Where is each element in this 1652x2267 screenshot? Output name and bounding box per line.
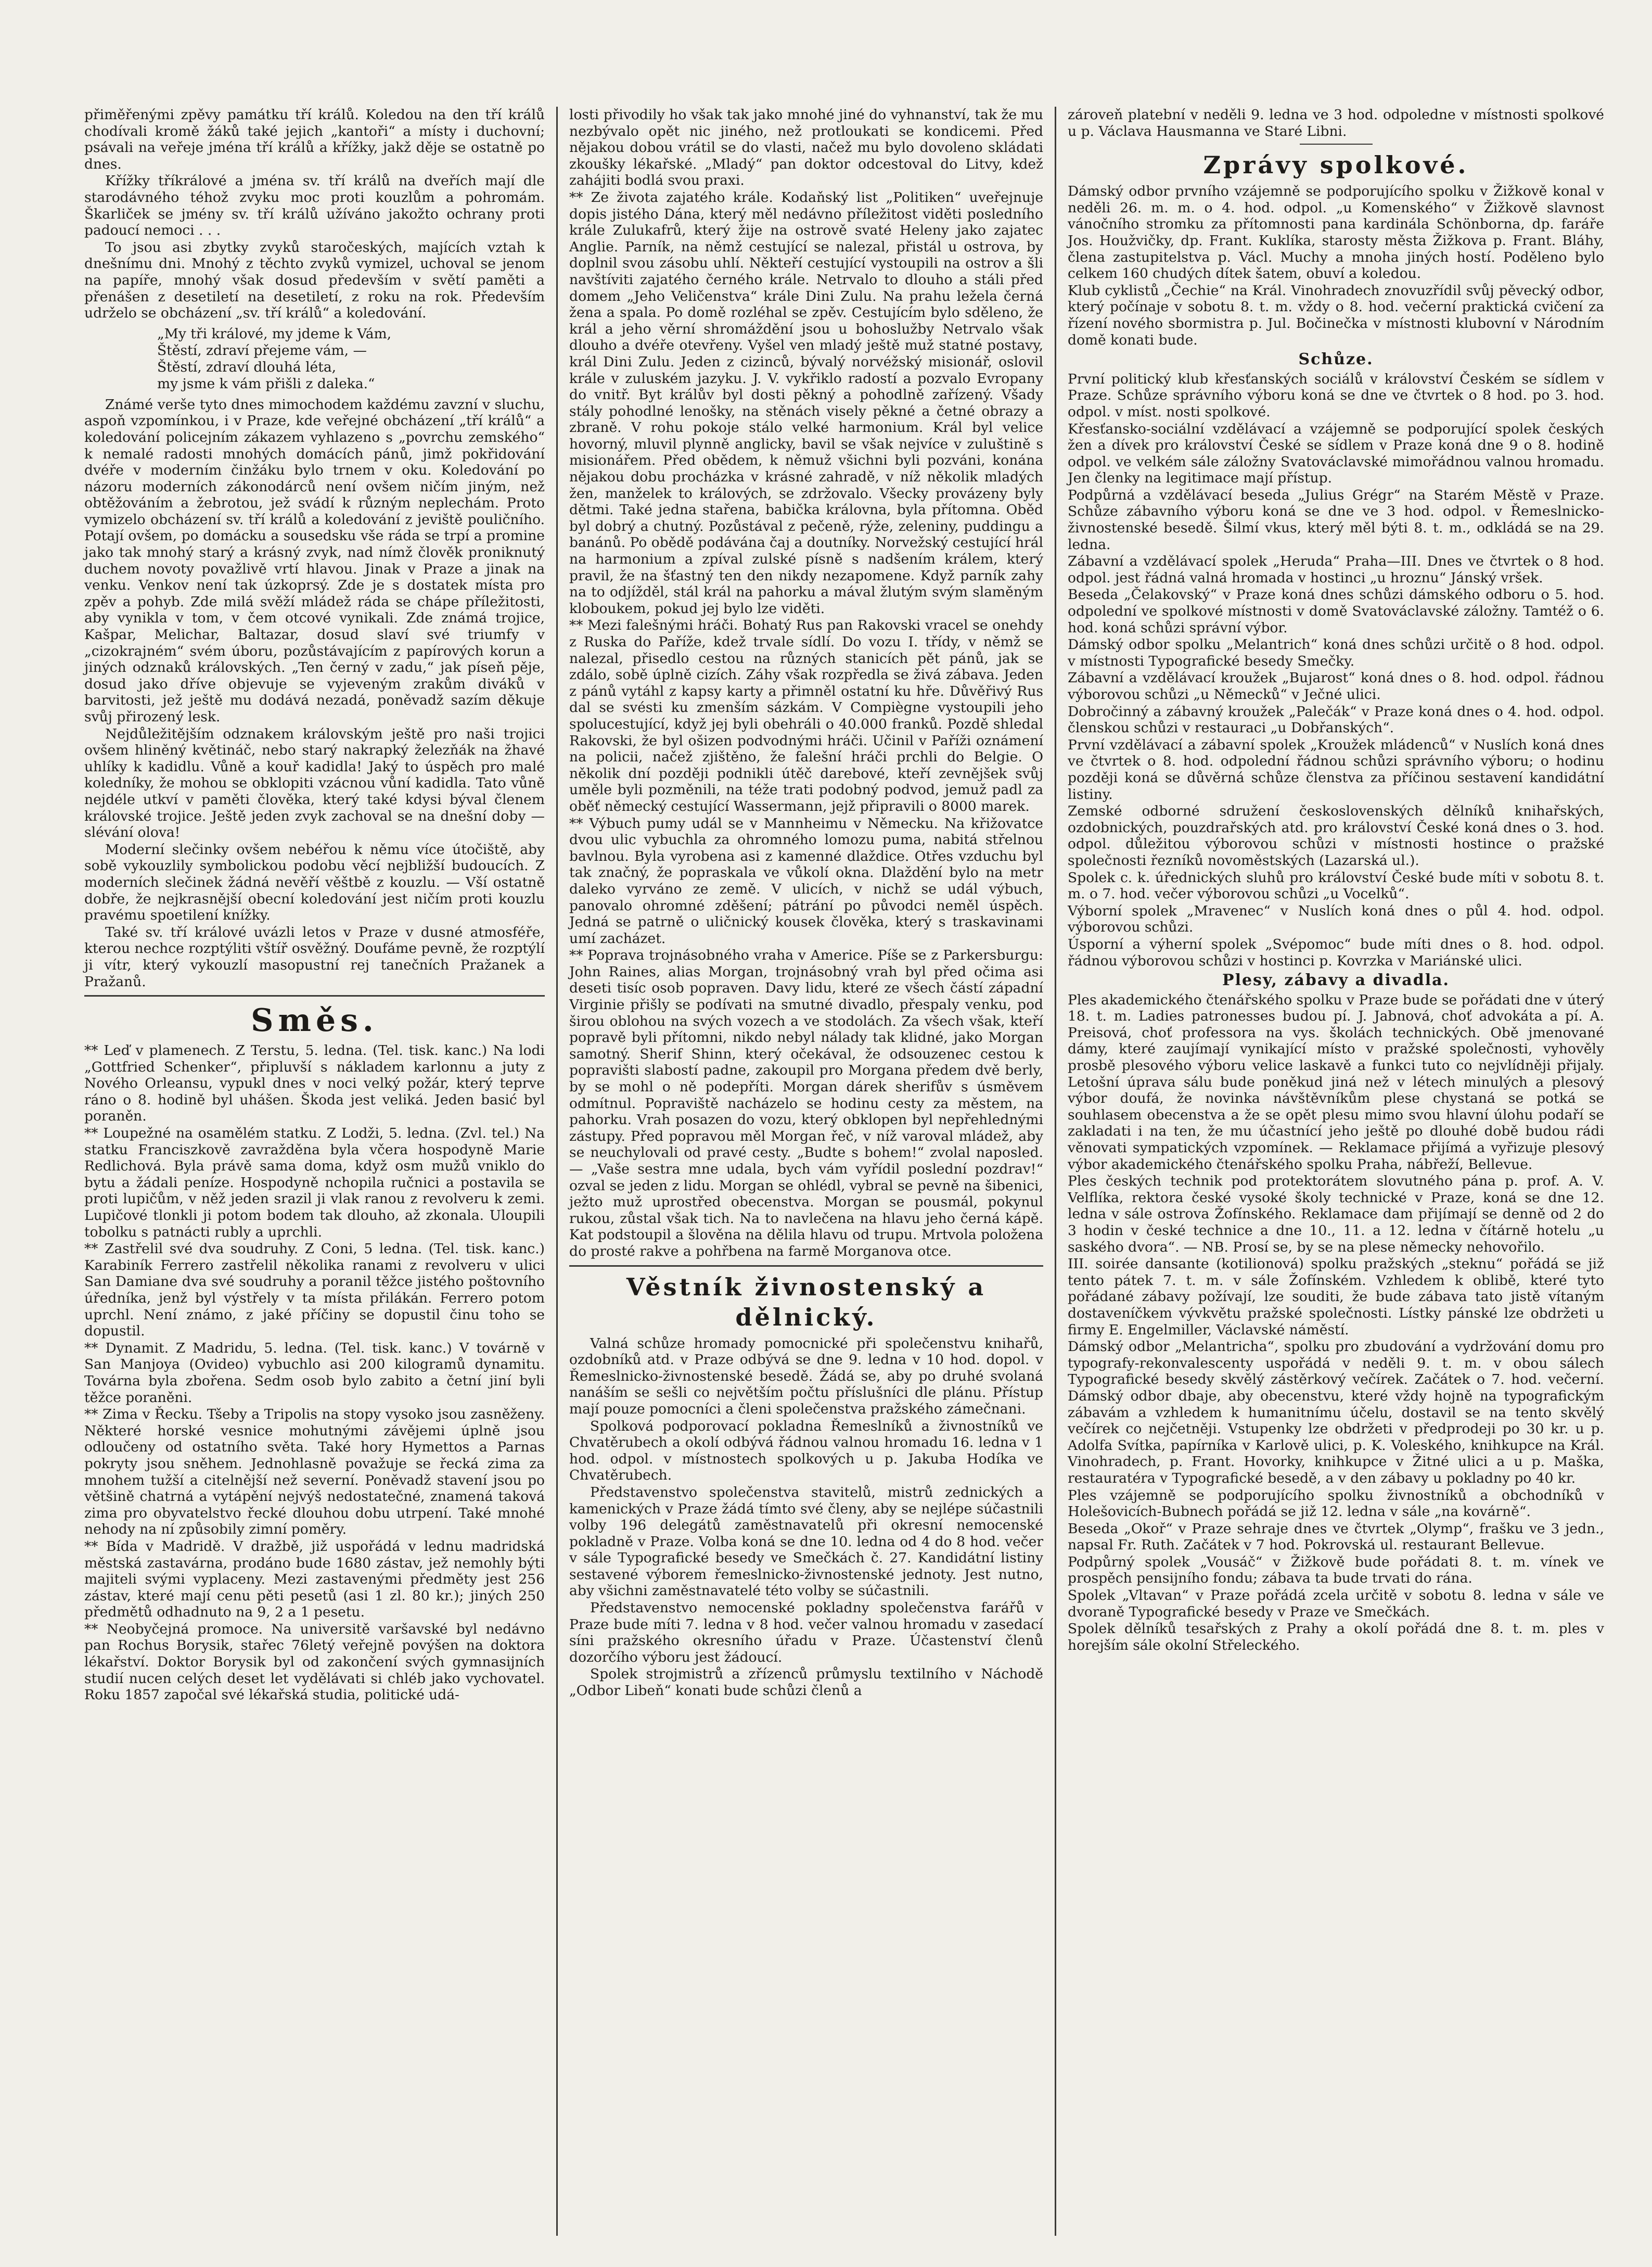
- verse-line: Štěstí, zdraví dlouhá léta,: [157, 359, 337, 375]
- article-paragraph: Známé verše tyto dnes mimochodem každému zavzní v sluchu, aspoň vzpomínkou, i v Praze, kde veřejné obcházení „tří králů“ a koledování policejním zákazem vyhlazeno s „povrchu zemského“ k nemalé radosti mnohých domácích pánů, jimž pokřidování dvéře v moderním činžáku bylo trnem v oku. Koledování po názoru moderních zákonodárců není ovšem ničím jiným, než obtěžováním a žebrotou, jež svádí k různým neplechám. Proto vymizelo obcházení sv. tří králů a koledování z jeviště pouličního. Potají ovšem, po domácku a sousedsku vše ráda se trpí a promine jako tak mnohý starý a krásný zvyk, nad nímž člověk proniknutý duchem novoty považlivě vrtí hlavou. Jinak v Praze a jinak na venku. Venkov není tak úzkoprsý. Zde je s dostatek místa pro zpěv a pohyb. Zde milá svěží mládež ráda se chápe příležitosti, aby vynikla v tom, v čem otcové vynikali. Zde známá trojice, Kašpar, Melichar, Baltazar, dosud slaví své triumfy v „cizokrajném“ svém úboru, pozůstávajícím z papírových korun a jiných odznaků královských. „Ten černý v zadu,“ jak píseň pěje, dosud jako dříve objevuje se vyjeveným zrakům diváků v barvitosti, jež ještě mu dodává nezadá, poněvadž sazím děkuje svůj přirozený lesk.: [84, 396, 545, 725]
- article-paragraph: Také sv. tří králové uvázli letos v Praze v dusné atmosféře, kterou nechce rozptýliti vštíř osvěžný. Doufáme pevně, že rozptýlí ji vítr, který vykouzlí masopustní rej tanečních Pražanek a Pražanů.: [84, 924, 545, 990]
- news-item: ** Neobyčejná promoce. Na universitě varšavské byl nedávno pan Rochus Borysik, stařec 76letý veřejně povýšen na doktora lékařství. Doktor Borysik byl od zakončení svých gymnasijních studií nucen celých deset let vydělávati si chléb jako vychovatel. Roku 1857 započal své lékařská studia, politické udá-: [84, 1621, 545, 1703]
- article-paragraph: To jsou asi zbytky zvyků staročeských, majících vztah k dnešnímu dni. Mnohý z těchto zvyků vymizel, uchoval se jenom na papíře, mnohý však dosud především v světí paměti a přenášen z desetiletí na desetiletí, z roku na rok. Především udrželo se obcházení „sv. tří králů“ a koledování.: [84, 239, 545, 322]
- section-heading-vestnik: Věstník živnostenský a dělnický.: [626, 1272, 987, 1331]
- column-layout: [73, 107, 1616, 2236]
- news-item: ** Bída v Madridě. V dražbě, již uspořádá v lednu madridská městská zastavárna, prodáno bude 1680 zástav, jež nemohly býti majiteli svými vyplaceny. Mezi zastavenými předměty jest 256 zástav, které mají cenu pěti pesetů (asi 1 zl. 80 kr.); jiných 250 předmětů odhadnuto na 9, 2 a 1 pesetu.: [84, 1538, 545, 1621]
- notice-item: Představenstvo nemocenské pokladny společenstva farářů v Praze bude míti 7. ledna v 8 hod. večer valnou hromadu v zasedací síni pražského okresního úřadu v Praze. Účastenství členů dozorčího výboru jest žádoucí.: [569, 1600, 1043, 1665]
- news-item: ** Loupežné na osamělém statku. Z Lodži, 5. ledna. (Zvl. tel.) Na statku Franciszkově zavražděna byla včera hospodyně Marie Redlichová. Byla právě sama doma, když osm mužů vniklo do bytu a žádali peníze. Hospodyně nchopila ručnici a postavila se proti lupičům, v něž jeden srazil ji vlak ranou z revolveru k zemi. Lupičové tlonkli ji potom bodem tak dlouho, až zkonala. Uloupili tobolku s patnácti rubly a uprchli.: [84, 1125, 545, 1240]
- notice-item: Spolek dělníků tesařských z Prahy a okolí pořádá dne 8. t. m. ples v horejším sále okolní Střeleckého.: [1068, 1621, 1604, 1653]
- notice-item: Dámský odbor prvního vzájemně se podporujícího spolku v Žižkově konal v neděli 26. m. m. o 4. hod. odpol. „u Komenského“ v Žižkově slavnost vánočního stromku za přítomnosti pana kardinála Schönborna, dp. faráře Jos. Houžvičky, dp. Frant. Kuklíka, starosty města Žižkova p. Frant. Bláhy, člena zastupitelstva p. Václ. Muchy a mnoha jiných hostí. Poděleno bylo celkem 160 chudých dítek šatem, obuví a koledou.: [1068, 183, 1604, 282]
- notice-item: III. soirée dansante (kotilionová) spolku pražských „steknu“ pořádá se již tento pátek 7. t. m. v sále Žofínském. Vzhledem k oblibě, které tyto pořádané zábavy požívají, lze souditi, že bude zábava tato jistě vítaným dostaveníčkem vývkvětu pražské společnosti. Lístky pánské lze obdržeti u firmy E. Engelmiller, Václavské náměstí.: [1068, 1256, 1604, 1338]
- news-item: ** Zima v Řecku. Tšeby a Tripolis na stopy vysoko jsou zasněženy. Některé horské vesnice mohutnými závějemi úplně jsou odloučeny od ostatního světa. Také hory Hymettos a Parnas pokryty jsou sněhem. Jednohlasně považuje se řecká zima za mnohem tužší a citelnější než severní. Poněvadž stavení jsou po většině chatrná a vytápění nejvýš nedostatečné, znamená taková zima pro obyvatelstvo řecké dlouhou dobu utrpení. Také mnohé nehody na ní způsobily zimní poměry.: [84, 1406, 545, 1538]
- news-item: ** Zastřelil své dva soudruhy. Z Coni, 5 ledna. (Tel. tisk. kanc.) Karabiník Ferrero zastřelil několika ranami z revolveru v ulici San Damiane dva své soudruhy a poranil těžce jistého poštovního úředníka, jenž byl výstřely v ta místa přilákán. Ferrero potom uprchl. Není známo, z jaké příčiny se dopustil činu toho se dopustil.: [84, 1241, 545, 1340]
- verse-line: my jsme k vám přišli z daleka.“: [157, 375, 375, 392]
- notice-item: Zábavní a vzdělávací kroužek „Bujarost“ koná dnes o 8. hod. odpol. řádnou výborovou schůzi „u Německů“ v Ječné ulici.: [1068, 670, 1604, 703]
- notice-item: Dobročinný a zábavný kroužek „Palečák“ v Praze koná dnes o 4. hod. odpol. členskou schůzi v restauraci „u Dobřanských“.: [1068, 703, 1604, 736]
- notice-item: Ples českých technik pod protektorátem slovutného pána p. prof. A. V. Velflíka, rektora české vysoké školy technické v Praze, koná se dne 12. ledna v sále ostrova Žofínského. Reklamace dam přijímají se denně od 2 do 3 hodin v české technice a dne 10., 11. a 12. ledna v čítárně hotelu „u saského dvora“. — NB. Prosí se, by se na plese německy nehovořilo.: [1068, 1173, 1604, 1255]
- notice-item: Valná schůze hromady pomocnické při společenstvu knihařů, ozdobníků atd. v Praze odbývá se dne 9. ledna v 10 hod. dopol. v Řemeslnicko-živnostenské besedě. Žádá se, aby po druhé svolaná nanáším se sešli co největším počtu příslušníci dle plánu. Přístup mají pouze pomocníci a členi společenstva pražského zámečnani.: [569, 1335, 1043, 1417]
- verse-line: „My tři králové, my jdeme k Vám,: [157, 325, 392, 342]
- news-item: ** Leď v plamenech. Z Terstu, 5. ledna. (Tel. tisk. kanc.) Na lodi „Gottfried Schenker“, připluvší s nákladem karlonnu a juty z Nového Orleansu, vypukl dnes v noci velký požár, který teprve ráno o 8. hodině byl uhášen. Škoda jest veliká. Jeden basić byl poraněn.: [84, 1042, 545, 1125]
- notice-item: Křesťansko-sociální vzdělávací a vzájemně se podporující spolek českých žen a dívek pro království České se sídlem v Praze koná dne 9 o 8. hodině odpol. ve velkém sále záložny Svatováclavské mimořádnou valnou hromadu. Jen členky na legitimace mají přístup.: [1068, 421, 1604, 487]
- section-divider: [569, 1265, 1043, 1267]
- notice-item: Beseda „Okoř“ v Praze sehraje dnes ve čtvrtek „Olymp“, frašku ve 3 jedn., napsal Fr. Ruth. Začátek v 7 hod. Pokrovská ul. restaurant Bellevue.: [1068, 1520, 1604, 1553]
- subheading-plesy: Plesy, zábavy a divadla.: [1222, 971, 1450, 990]
- article-paragraph: Nejdůležitějším odznakem královským ještě pro naši trojici ovšem hliněný květináč, nebo starý nakrapký železňák na žhavé uhlíky k kadidlu. Vůně a kouř kadidla! Jaký to úspěch pro malé koledníky, že mohou se obklopiti vzácnou vůní kadidla. Tato vůně nejdéle utkví v paměti člověka, který také kdysi býval členem královské trojice. Ještě jeden zvyk zachoval se na dnešní doby — slévání olova!: [84, 725, 545, 841]
- notice-item: Zábavní a vzdělávací spolek „Heruda“ Praha—III. Dnes ve čtvrtek o 8 hod. odpol. jest řádná valná hromada v hostinci „u hroznu“ Jánský vršek.: [1068, 553, 1604, 586]
- notice-item: Ples vzájemně se podporujícího spolku živnostníků a obchodníků v Holešovicích-Bubnech pořádá se již 12. ledna v sále „na kovárně“.: [1068, 1487, 1604, 1520]
- notice-item: Představenstvo společenstva stavitelů, mistrů zednických a kamenických v Praze žádá tímto své členy, aby se nejlépe súčastnili volby 196 delegátů zaměstnavatelů při okresní nemocenské pokladně v Praze. Volba koná se dne 10. ledna od 4 do 8 hod. večer v sále Typografické besedy ve Smečkách č. 27. Kandidátní listiny sestavené výborem řemeslnicko-živnostenské jednoty. Jest nutno, aby všichni zaměstnavatelé této volby se súčastnili.: [569, 1484, 1043, 1599]
- article-paragraph: přiměřenými zpěvy památku tří králů. Koledou na den tří králů chodívali kromě žáků také jejich „kantoři“ a místy i duchovní; psávali na veřeje jména tří králů a křížky, jakž děje se ostatně po dnes.: [84, 107, 545, 172]
- subheading-schuze: Schůze.: [1298, 350, 1374, 369]
- news-item: ** Výbuch pumy udál se v Mannheimu v Německu. Na křižovatce dvou ulic vybuchla za ohromného lomozu puma, nabitá střelnou bavlnou. Byla vyrobena asi z kamenné dlaždice. Otřes vzduchu byl tak značný, že popraskala ve vůkolí okna. Dlaždění bylo na metr daleko vyrváno ze země. V ulicích, v nichž se udál výbuch, panovalo ohromné zděšení; pátrání po původci neměl úspěch. Jedná se patrně o uličnický kousek člověka, který s traskavinami umí zacházet.: [569, 815, 1043, 947]
- notice-item: Ples akademického čtenářského spolku v Praze bude se pořádati dne v úterý 18. t. m. Ladies patronesses budou pí. J. Jabnová, choť advokáta a pí. A. Preisová, choť professora na vys. školách technických. Obě jmenované dámy, které zaujímají vynikající místo v pražské společnosti, vyhověly prosbě plesového výboru velice laskavě a funkci tuto co nejvlídněji přijaly. Letošní úprava sálu bude poněkud jiná než v létech minulých a plesový výbor doufá, že novinka návštěvníkům plese chystaná se potká se souhlasem obecenstva a že se opět plesu mimo svou hlavní úlohu podaří se zakladati i na ten, že mu účastnící jeho ještě po dlouhé době budou rádi věnovati sympatických vzpomínek. — Reklamace přijímá a vyřizuje plesový výbor akademického čtenářského spolku Praha, nábřeží, Bellevue.: [1068, 991, 1604, 1173]
- news-item: ** Poprava trojnásobného vraha v Americe. Píše se z Parkersburgu: John Raines, alias Morgan, trojnásobný vrah byl před očima asi deseti tisíc osob popraven. Davy lidu, které ze všech částí západní Virginie přišly se podívati na smutné divadlo, přespaly venku, pod širou oblohou na svých vozech a ve stodolách. Za všech však, kteří popravě byli přítomni, nikdo nebyl nálady tak klidné, jako Morgan samotný. Sherif Shinn, který očekával, že odsouzenec cestou k popravišti slabostí padne, zakoupil pro Morgana předem dvě berly, by se mohl o ně podepříti. Morgan dárek sherifův s úsměvem odmítnul. Popraviště nacházelo se hodinu cesty za městem, na pahorku. Vrah posazen do vozu, který obklopen byl nepřehlednými zástupy. Před popravou měl Morgan řeč, v níž varoval mládež, aby se neuchylovali od pravé cesty. „Budte s bohem!“ zvolal naposled. — „Vaše sestra mne udala, bych vám vyřídil poslední pozdrav!“ ozval se jeden z lidu. Morgan se ohlédl, vybral se pevně na šibenici, ježto muž uprostřed obecenstva. Morgan se pousmál, pokynul rukou, zůstal však tich. Na to navlečena na hlavu jeho černá kápě. Kat podstoupil a šlověna na dělila hlavu od trupu. Mrtvola položena do prosté rakve a pohřbena na farmě Morganova otce.: [569, 947, 1043, 1259]
- notice-item: zároveň platební v neděli 9. ledna ve 3 hod. odpoledne v místnosti spolkové u p. Václava Hausmanna ve Staré Libni.: [1068, 107, 1604, 139]
- article-paragraph: losti přivodily ho však tak jako mnohé jiné do vyhnanství, tak že mu nezbývalo opět nic jiného, než protloukati se kondicemi. Před nějakou dobou vrátil se do vlasti, načež mu bylo dovoleno skládati zkoušky lékařské. „Mladý“ pan doktor odcestoval do Litvy, kdež zahájiti bodlá svou praxi.: [569, 107, 1043, 189]
- news-item: ** Ze života zajatého krále. Kodaňský list „Politiken“ uveřejnuje dopis jistého Dána, který měl nedávno příležitost viděti posledního krále Zulukafrů, který žije na ostrově svaté Heleny jako zajatec Anglie. Parník, na němž cestující se nalezal, přistál u ostrova, by doplnil svou zásobu uhlí. Někteří cestující vystoupili na ostrov a šli navštíviti zajatého černého krále. Netrvalo to dlouho a stáli před domem „Jeho Veličenstva“ krále Dini Zulu. Na prahu ležela černá žena a spala. Po domě rozléhal se zpěv. Cestujícím bylo sděleno, že král a jeho věrní shromáždění jsou u bohoslužby Netrvalo však dlouho a dvéře otevřeny. Vyšel ven mladý ještě muž statné postavy, král Dini Zulu. Jeden z cizinců, bývalý norvéžský misionář, oslovil krále v zuluském jazyku. J. V. vykřiklo radostí a pozvalo Evropany do vnitř. Byt králův byl dosti pěkný a pohodlně zařízený. Všady stály pohodlné lenošky, na stěnách visely pěkné a četné obrazy a zbraně. V rohu pokoje stálo velké harmonium. Král byl velice hovorný, mluvil plynně anglicky, bavil se však nejvíce v zuluštině s misionářem. Před obědem, k němuž všichni byli pozváni, konána nějakou dobu procházka v krásné zahradě, v níž několik mladých žen, manželek to králových, se zdržovalo. Všecky provázeny byly dětmi. Také jedna stařena, babička královna, byla přítomna. Oběd byl dobrý a chutný. Pozůstával z pečeně, rýže, zeleniny, puddingu a banánů. Po obědě podávána čaj a doutníky. Norvežský cestující hrál na harmonium a zpíval zulské písně s nadšením králem, který pravil, že na šťastný ten den nikdy nezapomene. Když parník zahy na to odjížděl, stál král na pahorku a mával žlutým svým slaměným kloboukem, pokud jej bylo lze viděti.: [569, 189, 1043, 617]
- notice-item: Klub cyklistů „Čechie“ na Král. Vinohradech znovuzřídil svůj pěvecký odbor, který počínaje v sobotu 8. t. m. vždy o 8. hod. večerní praktická cvičení za řízení nového sbormistra p. Jul. Bočinečka v místnosti klubovní v Národním domě konati bude.: [1068, 282, 1604, 348]
- notice-item: Výborní spolek „Mravenec“ v Nuslích koná dnes o půl 4. hod. odpol. výborovou schůzi.: [1068, 902, 1604, 936]
- news-item: ** Mezi falešnými hráči. Bohatý Rus pan Rakovski vracel se onehdy z Ruska do Paříže, kdež trvale sídlí. Do vozu I. třídy, v němž se nalezal, přisedlo cestou na různých stanicích pět pánů, jak se zdálo, sobě úplně cizích. Záhy však rozpředla se živá zábava. Jeden z pánů vytáhl z kapsy karty a přimněl ostatní ku hře. Důvěřivý Rus dal se svésti ku zmenším sázkám. V Compiègne vystoupili jeho spolucestující, když jej byli obehráli o 40.000 franků. Pozdě shledal Rakovski, že byl ošizen podvodnými hráči. Učinil v Paříži oznámení na policii, načež zjištěno, že falešní hráči prchli do Belgie. O několik dní později podnikli útěč darebové, kteří zevnějšek svůj uměle byli pozměnili, na téže trati podobný podvod, jemuž padl za oběť německý cestující Wassermann, jejž připravili o 8000 marek.: [569, 617, 1043, 814]
- notice-item: První politický klub křesťanských sociálů v království Českém se sídlem v Praze. Schůze správního výboru koná se dne ve čtvrtek o 8 hod. po 3. hod. odpol. v míst. nosti spolkové.: [1068, 371, 1604, 420]
- notice-item: Spolek strojmistrů a zřízenců průmyslu textilního v Náchodě „Odbor Libeň“ konati bude schůzi členů a: [569, 1666, 1043, 1699]
- column-middle: [558, 107, 1056, 2236]
- notice-item: Spolková podporovací pokladna Řemeslníků a živnostníků ve Chvatěrubech a okolí odbývá řádnou valnou hromadu 16. ledna v 1 hod. odpol. v místnostech spolkových u p. Jakuba Hodíka ve Chvatěrubech.: [569, 1418, 1043, 1484]
- column-left: [73, 107, 558, 2236]
- verse-line: Štěstí, zdraví přejeme vám, —: [157, 342, 367, 359]
- poem-verse: [84, 326, 545, 392]
- short-divider: [1300, 144, 1373, 145]
- notice-item: Podpůrný spolek „Vousáč“ v Žižkově bude pořádati 8. t. m. vínek ve prospěch pensijního fondu; zábava ta bude trvati do rána.: [1068, 1553, 1604, 1587]
- notice-item: Zemské odborné sdružení československých dělníků knihařských, ozdobnických, pouzdrařských atd. pro království České koná dnes o 3. hod. odpol. důležitou výborovou schůzi v místnosti hostince o pražské společnosti řezníků novoměstských (Lazarská ul.).: [1068, 803, 1604, 869]
- article-paragraph: Křížky tříkrálové a jména sv. tří králů na dveřích mají dle starodávného téhož zvyku moc proti kouzlům a pohromám. Škarliček se jmény sv. tří králů užíváno jakožto ochrany proti padoucí nemoci . . .: [84, 173, 545, 239]
- article-paragraph: Moderní slečinky ovšem nebéřou k němu více útočiště, aby sobě vykouzlily symbolickou podobu věcí nejbližší budoucích. Z moderních slečinek žádná nevěří věštbě z kouzlu. — Vší ostatně dobře, že nejkrasnější obecní koledování jest ničím proti kouzlu pravému spoetilení knížky.: [84, 841, 545, 924]
- column-right: [1056, 107, 1616, 2236]
- notice-item: Spolek c. k. úřednických sluhů pro království České bude míti v sobotu 8. t. m. o 7. hod. večer výborovou schůzi „u Vocelků“.: [1068, 869, 1604, 902]
- notice-item: Podpůrná a vzdělávací beseda „Julius Grégr“ na Starém Městě v Praze. Schůze zábavního výboru koná se dne ve 3 hod. odpol. v Řemeslnicko-živnostenské besedě. Šilmí vkus, který měl býti 8. t. m., odkládá se na 29. ledna.: [1068, 487, 1604, 553]
- notice-item: Dámský odbor spolku „Melantrich“ koná dnes schůzi určitě o 8 hod. odpol. v místnosti Typografické besedy Smečky.: [1068, 636, 1604, 669]
- notice-item: Úsporní a výherní spolek „Svépomoc“ bude míti dnes o 8. hod. odpol. řádnou výborovou schůzi v hostinci p. Kovrzka v Mariánské ulici.: [1068, 936, 1604, 969]
- notice-item: Dámský odbor „Melantricha“, spolku pro zbudování a vydržování domu pro typografy-rekonvalescenty uspořádá v neděli 9. t. m. v obou sálech Typografické besedy skvělý zástěrkový večírek. Začátek o 7. hod. večerní. Dámský odbor dbaje, aby obecenstvu, které vždy hojně na typografickým zábavám a vzhledem k humanitnímu účelu, dostavil se na tento skvělý večírek co nejčetněji. Vstupenky lze obdržeti v předprodeji po 30 kr. u p. Adolfa Svítka, papírníka v Karlově ulici, p. K. Voleského, knihkupce na Král. Vinohradech, p. Frant. Hovorky, knihkupce v Žitné ulici a u p. Maška, restauratéra v Typografické besedě, a v den zábavy u pokladny po 40 kr.: [1068, 1339, 1604, 1486]
- notice-item: Spolek „Vltavan“ v Praze pořádá zcela určitě v sobotu 8. ledna v sále ve dvoraně Typografické besedy v Praze ve Smečkách.: [1068, 1587, 1604, 1620]
- news-item: ** Dynamit. Z Madridu, 5. ledna. (Tel. tisk. kanc.) V továrně v San Manjoya (Ovideo) vybuchlo asi 200 kilogramů dynamitu. Továrna byla zbořena. Sedm osob bylo zabito a četní jiní byli těžce poraněni.: [84, 1340, 545, 1406]
- section-heading-zpravy: Zprávy spolkové.: [1203, 151, 1469, 180]
- notice-item: Beseda „Čelakovský“ v Praze koná dnes schůzi dámského odboru o 5. hod. odpolední ve spolkové místnosti v domě Svatováclavské záložny. Tamtéž o 6. hod. koná schůzi správní výbor.: [1068, 587, 1604, 636]
- section-heading-smes: Směs.: [251, 1002, 378, 1039]
- notice-item: První vzdělávací a zábavní spolek „Kroužek mládenců“ v Nuslích koná dnes ve čtvrtek o 8. hod. odpolední řádnou schůzi správního výboru; o hodinu později koná se důvěrná schůze členstva za příčinou sestavení kandidátní listiny.: [1068, 736, 1604, 803]
- section-divider: [84, 995, 545, 997]
